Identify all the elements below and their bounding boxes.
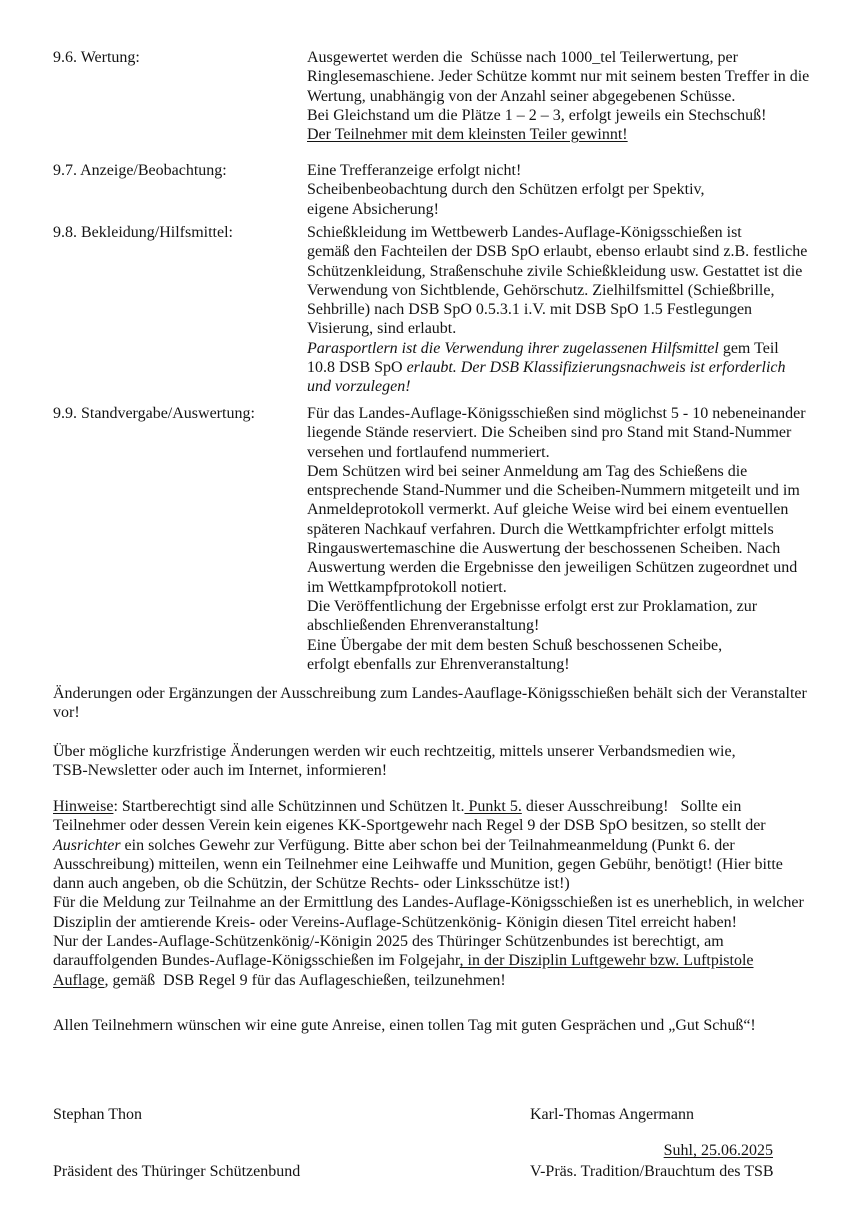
text-line [53,932,838,951]
text-line [53,855,838,874]
text-run: Auswertung werden die Ergebnisse den jeweiligen Schützen zugeordnet und [307,559,798,577]
text-line [307,281,838,300]
text-line [307,377,838,396]
text-line [53,1016,838,1035]
section-body [307,404,838,674]
text-run: darauffolgenden Bundes-Auflage-Königsschießen im Folgejahr [53,952,460,970]
text-line [307,300,838,319]
text-run: Der Teilnehmer mit dem kleinsten Teiler gewinnt! [307,126,628,144]
text-run: im Wettkampfprotokoll notiert. [307,578,507,596]
text-run: Dem Schützen wird bei seiner Anmeldung am Tag des Schießens die [307,462,748,480]
text-run: Ausgewertet werden die Schüsse nach 1000_tel Teilerwertung, per [307,49,738,66]
text-run: Bei Gleichstand um die Plätze 1 – 2 – 3, erfolgt jeweils ein Stechschuß! [307,106,767,124]
text-run: liegende Stände reserviert. Die Scheiben sind pro Stand mit Stand-Nummer [307,424,792,442]
text-run: Hinweise [53,798,114,815]
text-line [53,971,838,990]
text-run: Für die Meldung zur Teilnahme an der Ermittlung des Landes-Auflage-Königsschießen ist es unerheblich, in welcher [53,894,804,912]
text-line [307,200,838,219]
text-run: Eine Trefferanzeige erfolgt nicht! [307,162,522,179]
text-run: Änderungen oder Ergänzungen der Ausschreibung zum Landes-Aauflage-Königsschießen behält sich der Veranstalter [53,685,807,702]
text-line [307,358,838,377]
text-run: späteren Nachkauf verfahren. Durch die Wettkampfrichter erfolgt mittels [307,520,774,538]
text-run: , gemäß DSB Regel 9 für das Auflageschießen, teilzunehmen! [104,971,506,989]
signer-name: Stephan Thon [53,1105,143,1123]
text-line [307,106,838,125]
text-run: gem Teil [718,339,779,357]
text-run: Ausrichter [53,836,121,854]
text-run: Allen Teilnehmern wünschen wir eine gute Anreise, einen tollen Tag mit guten Gesprächen und „Gut Schuß“! [53,1017,756,1034]
signer-title: Präsident des Thüringer Schützenbund [53,1163,301,1181]
text-run: Disziplin der amtierende Kreis- oder Vereins-Auflage-Schützenkönig- Königin diesen Titel erreicht haben! [53,913,737,931]
section-body [307,48,838,144]
text-run: Sehbrille) nach DSB SpO 0.5.3.1 i.V. mit DSB SpO 1.5 Festlegungen [307,301,753,319]
text-run: Anmeldeprotokoll vermerkt. Auf gleiche Weise wird bei einem eventuellen [307,501,789,519]
text-line [307,339,838,358]
section-label: 9.7. Anzeige/Beobachtung: [53,162,227,179]
text-run: versehen und fortlaufend nummeriert. [307,443,550,461]
text-line [307,655,838,674]
section-bekleidung-hilfsmittel [53,223,838,397]
text-run: Wertung, unabhängig von der Anzahl seiner abgegebenen Schüsse. [307,87,736,105]
text-run: 10.8 DSB SpO [307,359,407,377]
text-line [307,462,838,481]
paragraph-gute-anreise [53,1016,838,1035]
text-line [53,951,838,970]
text-line [53,836,838,855]
text-line [307,481,838,500]
text-line [307,520,838,539]
text-run: TSB-Newsletter oder auch im Internet, informieren! [53,762,388,780]
text-run: Schießkleidung im Wettbewerb Landes-Auflage-Königsschießen ist [307,224,742,241]
text-run: erfolgt ebenfalls zur Ehrenveranstaltung! [307,655,570,673]
text-line [307,125,838,144]
text-run: dieser Ausschreibung! Sollte ein [521,798,742,815]
text-run: Auflage [53,971,105,989]
text-line [307,180,838,199]
text-line [53,742,838,761]
text-run: : Startberechtigt sind alle Schützinnen und Schützen lt. [113,798,465,815]
text-run: Teilnehmer oder dessen Verein kein eigenes KK-Sportgewehr nach Regel 9 der DSB SpO besitzen, so stellt der [53,817,766,835]
text-line [307,223,838,242]
text-line [307,500,838,519]
text-run: Über mögliche kurzfristige Änderungen werden wir euch rechtzeitig, mittels unserer Verbandsmedien wie, [53,743,736,760]
text-run: erlaubt. Der DSB Klassifizierungsnachweis ist erforderlich [406,359,786,377]
text-line [307,319,838,338]
section-anzeige-beobachtung [53,161,838,219]
paragraph-hinweise [53,797,838,990]
text-run: Eine Übergabe der mit dem besten Schuß beschossenen Scheibe, [307,636,723,654]
text-run: abschließenden Ehrenveranstaltung! [307,617,540,635]
text-run: Nur der Landes-Auflage-Schützenkönig/-Königin 2025 des Thüringer Schützenbundes ist berechtigt, am [53,933,724,951]
text-run: Ringlesemaschiene. Jeder Schütze kommt nur mit seinem besten Treffer in die [307,68,810,86]
text-line [307,423,838,442]
text-line [307,161,838,180]
text-line [307,558,838,577]
text-line [53,913,838,932]
text-run: und vorzulegen! [307,378,411,396]
section-label: 9.8. Bekleidung/Hilfsmittel: [53,224,233,241]
text-line [53,684,838,703]
text-run: vor! [53,704,80,722]
text-run: ein solches Gewehr zur Verfügung. Bitte aber schon bei der Teilnahmeanmeldung (Punkt 6. der [120,836,735,854]
text-line [307,404,838,423]
text-run: Parasportlern ist die Verwendung ihrer zugelassenen Hilfsmittel [307,339,719,357]
text-run: Scheibenbeobachtung durch den Schützen erfolgt per Spektiv, [307,181,705,199]
section-wertung [53,48,838,144]
section-body [307,161,838,219]
text-line [307,616,838,635]
text-line [307,67,838,86]
text-line [53,703,838,722]
text-line [307,636,838,655]
signer-name: Karl-Thomas Angermann [530,1105,694,1123]
text-run: Ausschreibung) mitteilen, wenn ein Teilnehmer eine Leihwaffe und Munition, gegen Gebühr, benötigt! (Hier bitte [53,855,783,873]
text-line [307,597,838,616]
text-run: gemäß den Fachteilen der DSB SpO erlaubt, ebenso erlaubt sind z.B. festliche [307,243,808,261]
text-line [53,761,838,780]
text-line [307,48,838,67]
text-run: , in der Disziplin Luftgewehr bzw. Luftpistole [459,952,754,970]
text-run: Für das Landes-Auflage-Königsschießen sind möglichst 5 - 10 nebeneinander [307,405,806,422]
text-line [307,262,838,281]
section-body [307,223,838,397]
paragraph-aenderungen-vorbehalt [53,684,838,723]
signer-title: V-Präs. Tradition/Brauchtum des TSB [530,1163,774,1181]
text-run: entsprechende Stand-Nummer und die Scheiben-Nummern mitgeteilt und im [307,482,800,500]
section-label: 9.6. Wertung: [53,49,140,66]
section-standvergabe-auswertung [53,404,838,674]
text-run: Schützenkleidung, Straßenschuhe zivile Schießkleidung usw. Gestattet ist die [307,262,803,280]
text-line [307,578,838,597]
text-line [307,242,838,261]
paragraph-kurzfristige-aenderungen [53,742,838,781]
text-run: dann auch angeben, ob die Schützin, der Schütze Rechts- oder Linksschütze ist!) [53,875,570,893]
date-text: Suhl, 25.06.2025 [663,1142,773,1160]
text-run: Verwendung von Sichtblende, Gehörschutz. Zielhilfsmittel (Schießbrille, [307,281,775,299]
text-run: Visierung, sind erlaubt. [307,320,457,338]
text-line [53,893,838,912]
text-run: Punkt 5. [464,798,522,815]
text-line [307,443,838,462]
text-line [53,874,838,893]
text-run: Ringauswertemaschine die Auswertung der beschossenen Scheiben. Nach [307,540,781,558]
text-run: eigene Absicherung! [307,200,439,218]
text-line [53,797,838,816]
date-line [53,1122,773,1180]
text-line [307,87,838,106]
text-run: Die Veröffentlichung der Ergebnisse erfolgt erst zur Proklamation, zur [307,597,758,615]
text-line [307,539,838,558]
section-label: 9.9. Standvergabe/Auswertung: [53,405,255,422]
text-line [53,816,838,835]
